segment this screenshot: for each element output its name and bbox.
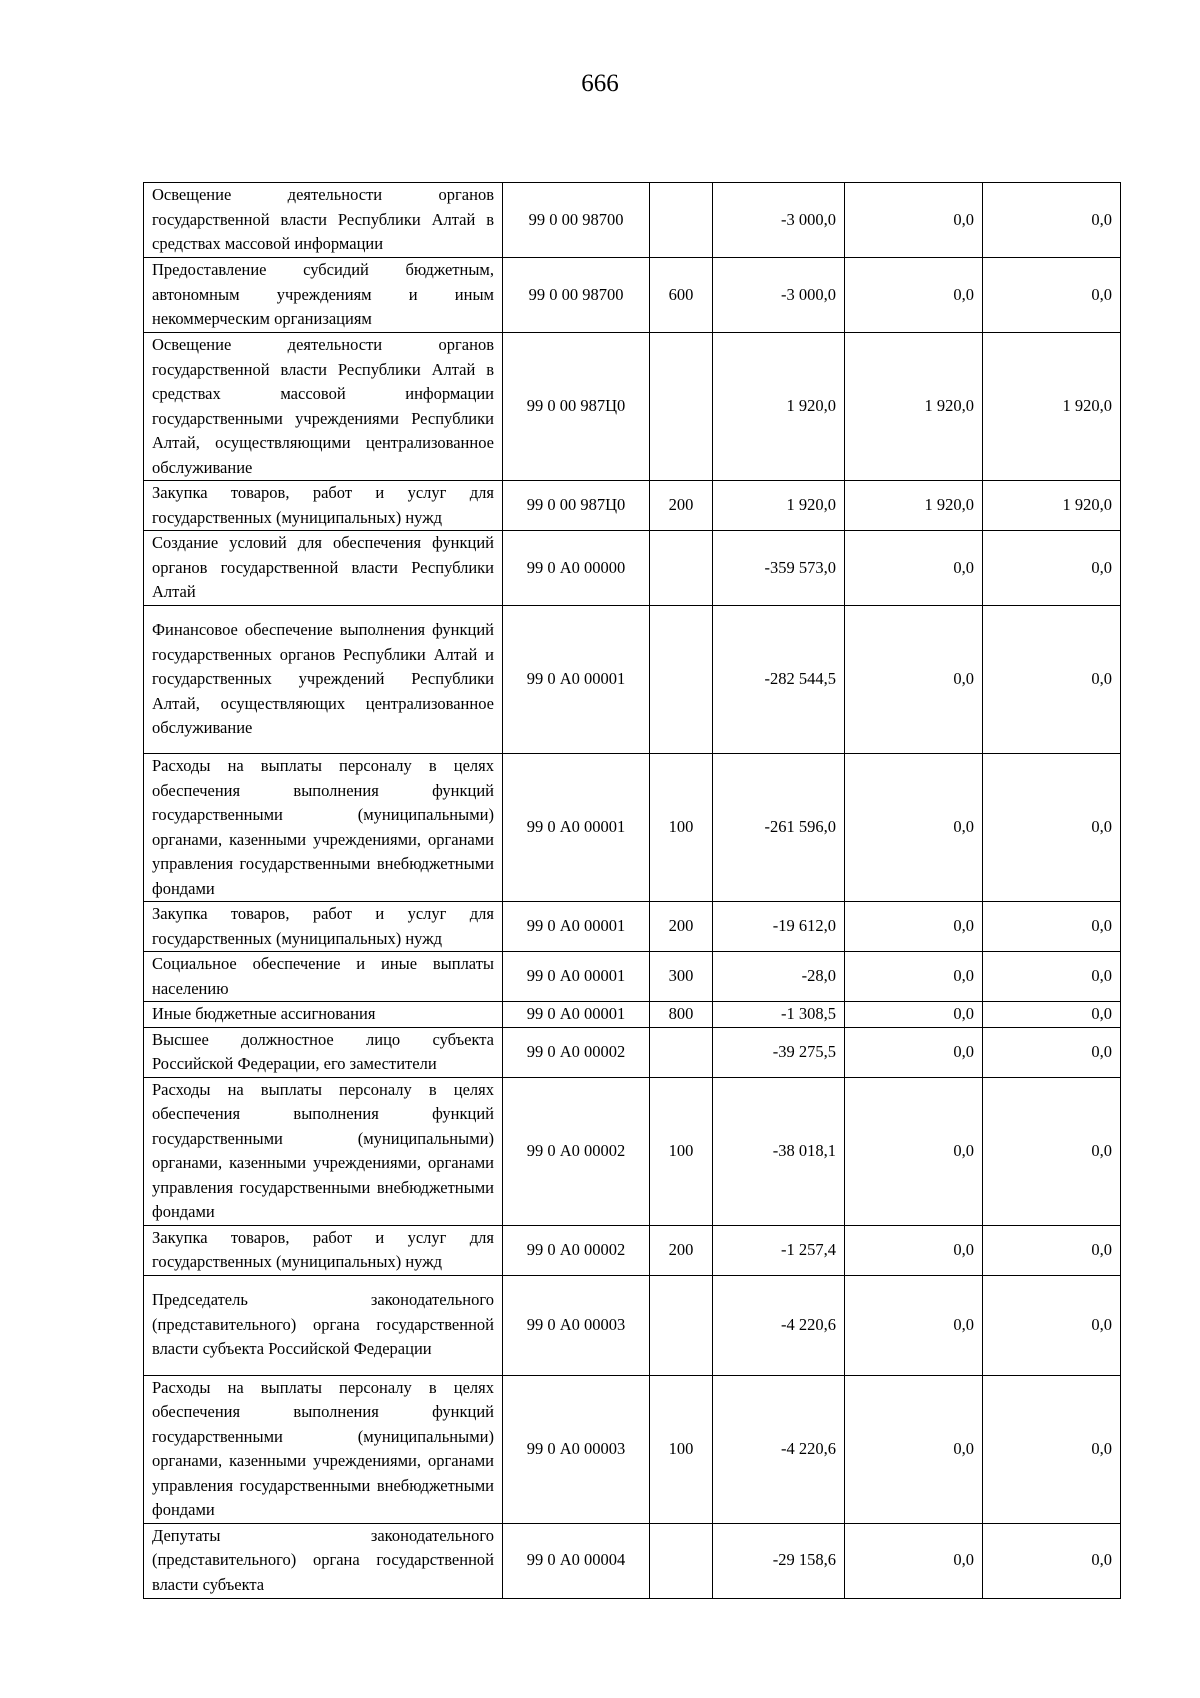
row-name-cell: Освещение деятельности органов государственной власти Республики Алтай в средствах массовой информации государственными учреждениями Республики Алтай, осуществляющими централизованное обслуживание: [144, 333, 503, 481]
row-code-cell: 99 0 00 987Ц0: [503, 333, 650, 481]
row-amount-3-cell: 0,0: [983, 1375, 1121, 1523]
row-expense-type-cell: 100: [650, 1077, 713, 1225]
row-code-cell: 99 0 00 98700: [503, 183, 650, 258]
table-row: [144, 1225, 1121, 1275]
row-name-cell: Закупка товаров, работ и услуг для государственных (муниципальных) нужд: [144, 902, 503, 952]
row-amount-2-cell: 0,0: [845, 531, 983, 606]
table-row: [144, 1002, 1121, 1028]
row-code-cell: 99 0 00 987Ц0: [503, 481, 650, 531]
table-row: [144, 606, 1121, 754]
row-expense-type-cell: [650, 1523, 713, 1598]
row-amount-3-cell: 0,0: [983, 1077, 1121, 1225]
page-number: 666: [581, 70, 619, 97]
row-amount-1-cell: -359 573,0: [713, 531, 845, 606]
row-amount-1-cell: -4 220,6: [713, 1375, 845, 1523]
row-expense-type-cell: [650, 606, 713, 754]
budget-table-body: [144, 183, 1121, 1599]
budget-table: [143, 182, 1121, 1599]
table-row: [144, 902, 1121, 952]
row-amount-3-cell: 0,0: [983, 1027, 1121, 1077]
row-amount-2-cell: 1 920,0: [845, 481, 983, 531]
table-row: [144, 258, 1121, 333]
table-row: [144, 952, 1121, 1002]
row-code-cell: 99 0 А0 00001: [503, 1002, 650, 1028]
row-amount-1-cell: -39 275,5: [713, 1027, 845, 1077]
table-row: [144, 183, 1121, 258]
row-amount-1-cell: -1 308,5: [713, 1002, 845, 1028]
row-amount-2-cell: 0,0: [845, 183, 983, 258]
row-amount-1-cell: -38 018,1: [713, 1077, 845, 1225]
row-name-cell: Финансовое обеспечение выполнения функций государственных органов Республики Алтай и государственных учреждений Республики Алтай, осуществляющих централизованное обслуживание: [144, 606, 503, 754]
row-name-cell: Расходы на выплаты персоналу в целях обеспечения выполнения функций государственными (муниципальными) органами, казенными учреждениями, органами управления государственными внебюджетными фондами: [144, 1375, 503, 1523]
row-expense-type-cell: 200: [650, 902, 713, 952]
row-amount-2-cell: 1 920,0: [845, 333, 983, 481]
row-name-cell: Расходы на выплаты персоналу в целях обеспечения выполнения функций государственными (муниципальными) органами, казенными учреждениями, органами управления государственными внебюджетными фондами: [144, 1077, 503, 1225]
row-amount-3-cell: 1 920,0: [983, 481, 1121, 531]
row-name-cell: Освещение деятельности органов государственной власти Республики Алтай в средствах массовой информации: [144, 183, 503, 258]
row-amount-3-cell: 0,0: [983, 1225, 1121, 1275]
row-amount-3-cell: 0,0: [983, 902, 1121, 952]
row-name-cell: Предоставление субсидий бюджетным, автономным учреждениям и иным некоммерческим организациям: [144, 258, 503, 333]
row-amount-3-cell: 0,0: [983, 952, 1121, 1002]
table-row: [144, 1027, 1121, 1077]
row-code-cell: 99 0 А0 00002: [503, 1225, 650, 1275]
row-amount-1-cell: -3 000,0: [713, 258, 845, 333]
row-name-cell: Создание условий для обеспечения функций органов государственной власти Республики Алтай: [144, 531, 503, 606]
row-amount-1-cell: -4 220,6: [713, 1275, 845, 1375]
row-amount-3-cell: 1 920,0: [983, 333, 1121, 481]
table-row: [144, 1275, 1121, 1375]
row-amount-3-cell: 0,0: [983, 754, 1121, 902]
table-row: [144, 1523, 1121, 1598]
row-amount-2-cell: 0,0: [845, 1275, 983, 1375]
row-code-cell: 99 0 А0 00000: [503, 531, 650, 606]
row-amount-2-cell: 0,0: [845, 952, 983, 1002]
row-code-cell: 99 0 А0 00001: [503, 902, 650, 952]
row-expense-type-cell: 200: [650, 1225, 713, 1275]
row-expense-type-cell: 800: [650, 1002, 713, 1028]
row-code-cell: 99 0 А0 00001: [503, 754, 650, 902]
row-amount-3-cell: 0,0: [983, 606, 1121, 754]
row-name-cell: Председатель законодательного (представительного) органа государственной власти субъекта Российской Федерации: [144, 1275, 503, 1375]
row-amount-3-cell: 0,0: [983, 258, 1121, 333]
row-amount-2-cell: 0,0: [845, 1523, 983, 1598]
table-row: [144, 754, 1121, 902]
row-code-cell: 99 0 А0 00003: [503, 1275, 650, 1375]
row-amount-2-cell: 0,0: [845, 1375, 983, 1523]
row-expense-type-cell: [650, 183, 713, 258]
row-amount-1-cell: -29 158,6: [713, 1523, 845, 1598]
row-name-cell: Депутаты законодательного (представительного) органа государственной власти субъекта: [144, 1523, 503, 1598]
row-amount-1-cell: -28,0: [713, 952, 845, 1002]
row-expense-type-cell: [650, 531, 713, 606]
row-name-cell: Закупка товаров, работ и услуг для государственных (муниципальных) нужд: [144, 1225, 503, 1275]
row-amount-2-cell: 0,0: [845, 1002, 983, 1028]
table-row: [144, 1077, 1121, 1225]
row-expense-type-cell: 100: [650, 1375, 713, 1523]
table-row: [144, 1375, 1121, 1523]
row-code-cell: 99 0 А0 00002: [503, 1077, 650, 1225]
row-amount-2-cell: 0,0: [845, 606, 983, 754]
row-code-cell: 99 0 А0 00001: [503, 952, 650, 1002]
row-expense-type-cell: 200: [650, 481, 713, 531]
row-amount-2-cell: 0,0: [845, 1077, 983, 1225]
row-expense-type-cell: 300: [650, 952, 713, 1002]
row-amount-2-cell: 0,0: [845, 1027, 983, 1077]
row-amount-2-cell: 0,0: [845, 258, 983, 333]
row-amount-1-cell: -261 596,0: [713, 754, 845, 902]
row-amount-3-cell: 0,0: [983, 1523, 1121, 1598]
row-expense-type-cell: [650, 1027, 713, 1077]
row-code-cell: 99 0 00 98700: [503, 258, 650, 333]
row-amount-3-cell: 0,0: [983, 1002, 1121, 1028]
row-name-cell: Иные бюджетные ассигнования: [144, 1002, 503, 1028]
row-code-cell: 99 0 А0 00003: [503, 1375, 650, 1523]
row-amount-3-cell: 0,0: [983, 183, 1121, 258]
row-expense-type-cell: [650, 333, 713, 481]
row-expense-type-cell: 100: [650, 754, 713, 902]
row-name-cell: Расходы на выплаты персоналу в целях обеспечения выполнения функций государственными (муниципальными) органами, казенными учреждениями, органами управления государственными внебюджетными фондами: [144, 754, 503, 902]
row-amount-3-cell: 0,0: [983, 531, 1121, 606]
row-name-cell: Высшее должностное лицо субъекта Российской Федерации, его заместители: [144, 1027, 503, 1077]
row-amount-1-cell: -282 544,5: [713, 606, 845, 754]
row-amount-1-cell: -3 000,0: [713, 183, 845, 258]
row-code-cell: 99 0 А0 00002: [503, 1027, 650, 1077]
row-amount-2-cell: 0,0: [845, 902, 983, 952]
row-amount-1-cell: 1 920,0: [713, 481, 845, 531]
table-row: [144, 481, 1121, 531]
row-code-cell: 99 0 А0 00001: [503, 606, 650, 754]
table-row: [144, 333, 1121, 481]
row-expense-type-cell: [650, 1275, 713, 1375]
row-amount-3-cell: 0,0: [983, 1275, 1121, 1375]
row-expense-type-cell: 600: [650, 258, 713, 333]
row-name-cell: Закупка товаров, работ и услуг для государственных (муниципальных) нужд: [144, 481, 503, 531]
row-amount-1-cell: -19 612,0: [713, 902, 845, 952]
row-code-cell: 99 0 А0 00004: [503, 1523, 650, 1598]
row-amount-1-cell: -1 257,4: [713, 1225, 845, 1275]
row-name-cell: Социальное обеспечение и иные выплаты населению: [144, 952, 503, 1002]
row-amount-1-cell: 1 920,0: [713, 333, 845, 481]
table-row: [144, 531, 1121, 606]
row-amount-2-cell: 0,0: [845, 1225, 983, 1275]
row-amount-2-cell: 0,0: [845, 754, 983, 902]
